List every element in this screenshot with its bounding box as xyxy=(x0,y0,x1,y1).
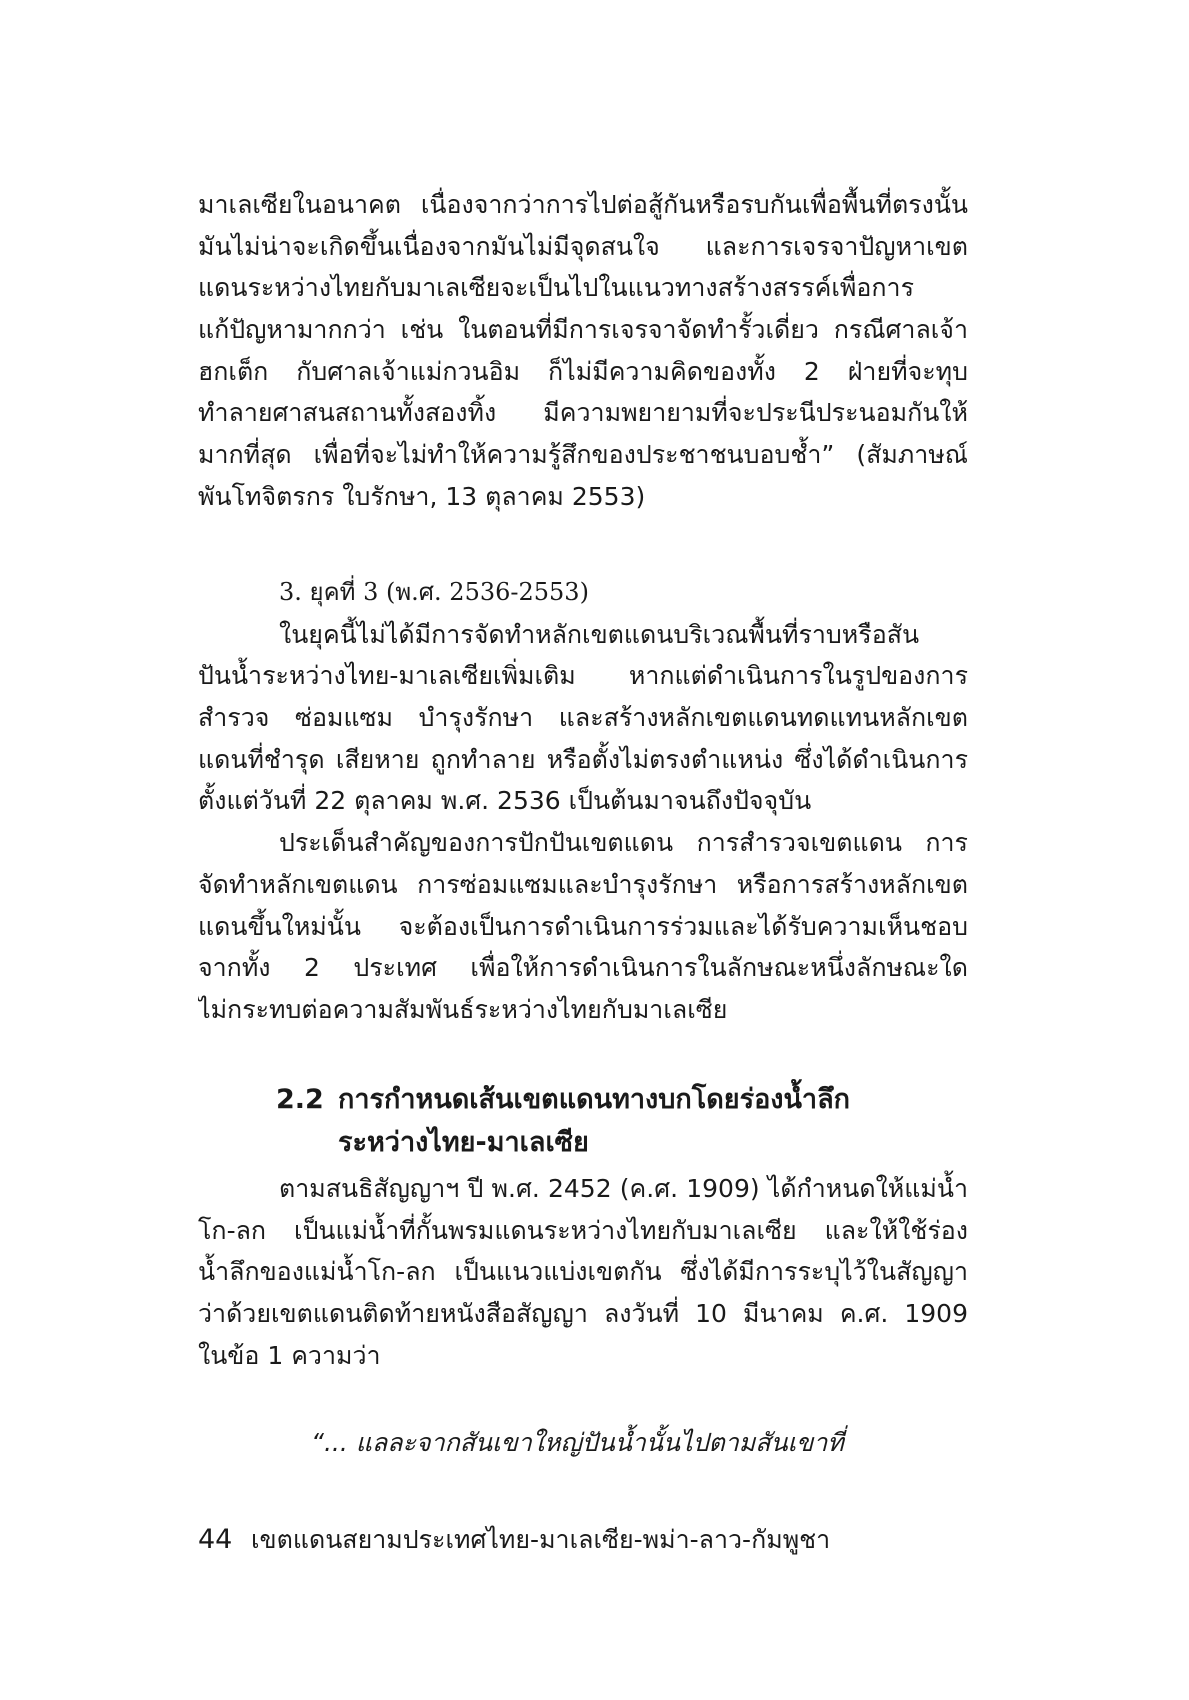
section-era-3 xyxy=(198,572,968,1031)
text-line: ตั้งแต่วันที่ 22 ตุลาคม พ.ศ. 2536 เป็นต้นมาจนถึงปัจจุบัน xyxy=(198,786,812,816)
text-line: ว่าด้วยเขตแดนติดท้ายหนังสือสัญญา ลงวันที่ 10 มีนาคม ค.ศ. 1909 xyxy=(198,1299,968,1329)
text-line: ทำลายศาสนสถานทั้งสองทิ้ง มีความพยายามที่จะประนีประนอมกันให้ xyxy=(198,398,968,428)
text-line: โก-ลก เป็นแม่น้ำที่กั้นพรมแดนระหว่างไทยกับมาเลเซีย และให้ใช้ร่อง xyxy=(198,1215,968,1245)
section-title-line-1: การกำหนดเส้นเขตแดนทางบกโดยร่องน้ำลึก xyxy=(338,1084,850,1115)
text-line: แดนที่ชำรุด เสียหาย ถูกทำลาย หรือตั้งไม่ตรงตำแหน่ง ซึ่งได้ดำเนินการ xyxy=(198,744,968,774)
heading-row xyxy=(198,1121,968,1164)
page-number: 44 xyxy=(198,1524,233,1555)
text-line: มากที่สุด เพื่อที่จะไม่ทำให้ความรู้สึกของประชาชนบอบช้ำ” (สัมภาษณ์ xyxy=(198,440,968,470)
heading-row xyxy=(198,1078,968,1121)
text-line: ประเด็นสำคัญของการปักปันเขตแดน การสำรวจเขตแดน การ xyxy=(279,828,968,858)
paragraph xyxy=(198,822,968,1030)
text-line: น้ำลึกของแม่น้ำโก-ลก เป็นแนวแบ่งเขตกัน ซึ่งได้มีการระบุไว้ในสัญญา xyxy=(198,1257,968,1287)
text-line: จากทั้ง 2 ประเทศ เพื่อให้การดำเนินการในลักษณะหนึ่งลักษณะใด xyxy=(198,953,968,983)
page-footer xyxy=(198,1519,968,1561)
text-line: ไม่กระทบต่อความสัมพันธ์ระหว่างไทยกับมาเลเซีย xyxy=(198,994,728,1024)
text-line: มาเลเซียในอนาคต เนื่องจากว่าการไปต่อสู้กันหรือรบกันเพื่อพื้นที่ตรงนั้น xyxy=(198,190,968,219)
text-line: พันโทจิตรกร ใบรักษา, 13 ตุลาคม 2553) xyxy=(198,481,646,511)
text-line: ฮกเต็ก กับศาลเจ้าแม่กวนอิม ก็ไม่มีความคิดของทั้ง 2 ฝ่ายที่จะทุบ xyxy=(198,356,968,386)
paragraph xyxy=(198,614,968,822)
running-title: เขตแดนสยามประเทศไทย-มาเลเซีย-พม่า-ลาว-กัมพูชา xyxy=(251,1525,831,1554)
text-line: มันไม่น่าจะเกิดขึ้นเนื่องจากมันไม่มีจุดสนใจ และการเจรจาปัญหาเขต xyxy=(198,231,968,261)
text-line: ปันน้ำระหว่างไทย-มาเลเซียเพิ่มเติม หากแต่ดำเนินการในรูปของการ xyxy=(198,661,968,691)
section-heading: 3. ยุคที่ 3 (พ.ศ. 2536-2553) xyxy=(279,578,589,606)
text-line: ในยุคนี้ไม่ได้มีการจัดทำหลักเขตแดนบริเวณพื้นที่ราบหรือสัน xyxy=(279,619,920,649)
text-line: แดนขึ้นใหม่นั้น จะต้องเป็นการดำเนินการร่วมและได้รับความเห็นชอบ xyxy=(198,911,968,941)
section-number: 2.2 xyxy=(276,1084,324,1115)
paragraph xyxy=(198,1168,968,1376)
interview-quote-continuation xyxy=(198,184,968,518)
section-title-line-2: ระหว่างไทย-มาเลเซีย xyxy=(338,1127,589,1158)
heading-indent xyxy=(198,1121,338,1164)
section-2-2-heading xyxy=(198,1078,968,1164)
text-line: ในข้อ 1 ความว่า xyxy=(198,1340,381,1370)
text-line: ตามสนธิสัญญาฯ ปี พ.ศ. 2452 (ค.ศ. 1909) ได้กำหนดให้แม่น้ำ xyxy=(279,1174,968,1203)
treaty-quote: “... แลละจากสันเขาใหญ่ปันน้ำนั้นไปตามสันเขาที่ xyxy=(311,1428,844,1457)
text-line: จัดทำหลักเขตแดน การซ่อมแซมและบำรุงรักษา หรือการสร้างหลักเขต xyxy=(198,869,968,899)
text-line: แดนระหว่างไทยกับมาเลเซียจะเป็นไปในแนวทางสร้างสรรค์เพื่อการ xyxy=(198,273,915,303)
text-line: แก้ปัญหามากกว่า เช่น ในตอนที่มีการเจรจาจัดทำรั้วเดี่ยว กรณีศาลเจ้า xyxy=(198,315,968,345)
text-line: สำรวจ ซ่อมแซม บำรุงรักษา และสร้างหลักเขตแดนทดแทนหลักเขต xyxy=(198,703,968,733)
